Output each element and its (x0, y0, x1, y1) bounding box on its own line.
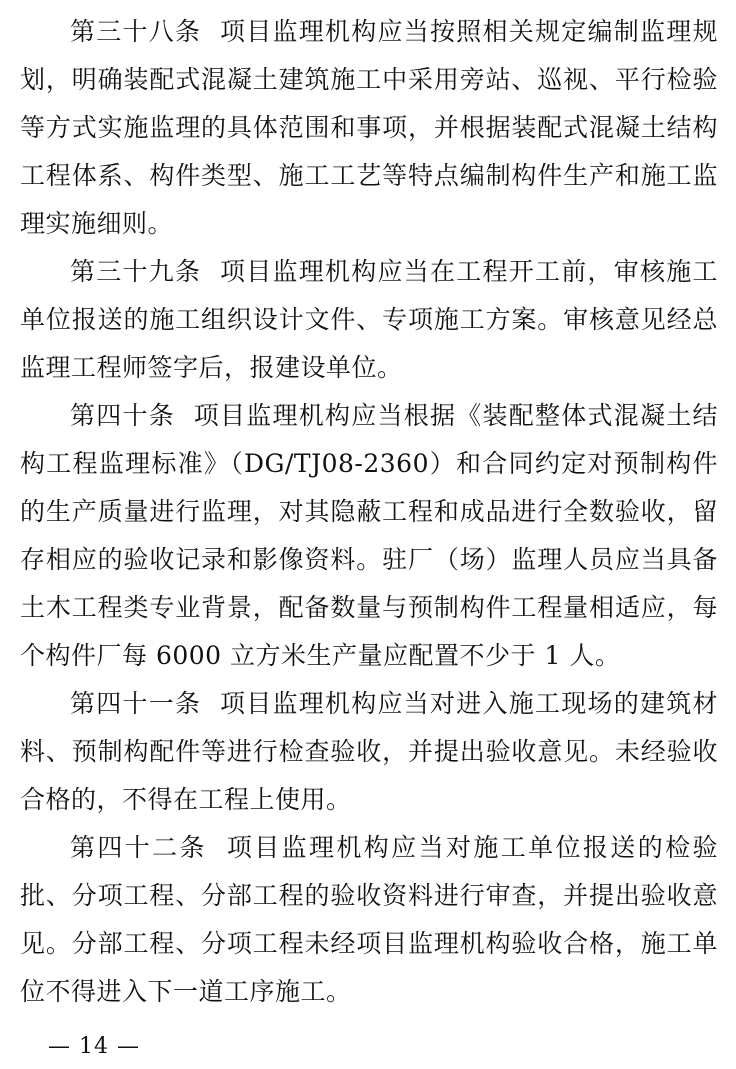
article-number: 第四十一条 (70, 689, 202, 718)
article-number: 第三十八条 (70, 17, 202, 46)
article-42 (20, 824, 718, 1016)
article-number: 第四十二条 (70, 833, 207, 862)
article-38 (20, 8, 718, 248)
article-text: 项目监理机构应当按照相关规定编制监理规划，明确装配式混凝土建筑施工中采用旁站、巡视、平行检验等方式实施监理的具体范围和事项，并根据装配式混凝土结构工程体系、构件类型、施工工艺等特点编制构件生产和施工监理实施细则。 (20, 17, 718, 238)
article-number: 第四十条 (70, 401, 175, 430)
article-39 (20, 248, 718, 392)
article-40 (20, 392, 718, 680)
document-body (20, 8, 718, 1016)
page-number: — 14 — (48, 1034, 140, 1059)
article-text: 项目监理机构应当在工程开工前，审核施工单位报送的施工组织设计文件、专项施工方案。审核意见经总监理工程师签字后，报建设单位。 (20, 257, 718, 382)
article-text: 项目监理机构应当根据《装配整体式混凝土结构工程监理标准》（DG/TJ08-2360）和合同约定对预制构件的生产质量进行监理，对其隐蔽工程和成品进行全数验收，留存相应的验收记录和影像资料。驻厂（场）监理人员应当具备土木工程类专业背景，配备数量与预制构件工程量相适应，每个构件厂每 6000 立方米生产量应配置不少于 1 人。 (20, 401, 718, 670)
article-number: 第三十九条 (70, 257, 202, 286)
article-41 (20, 680, 718, 824)
article-text: 项目监理机构应当对施工单位报送的检验批、分项工程、分部工程的验收资料进行审查，并提出验收意见。分部工程、分项工程未经项目监理机构验收合格，施工单位不得进入下一道工序施工。 (20, 833, 718, 1006)
article-text: 项目监理机构应当对进入施工现场的建筑材料、预制构配件等进行检查验收，并提出验收意见。未经验收合格的，不得在工程上使用。 (20, 689, 718, 814)
